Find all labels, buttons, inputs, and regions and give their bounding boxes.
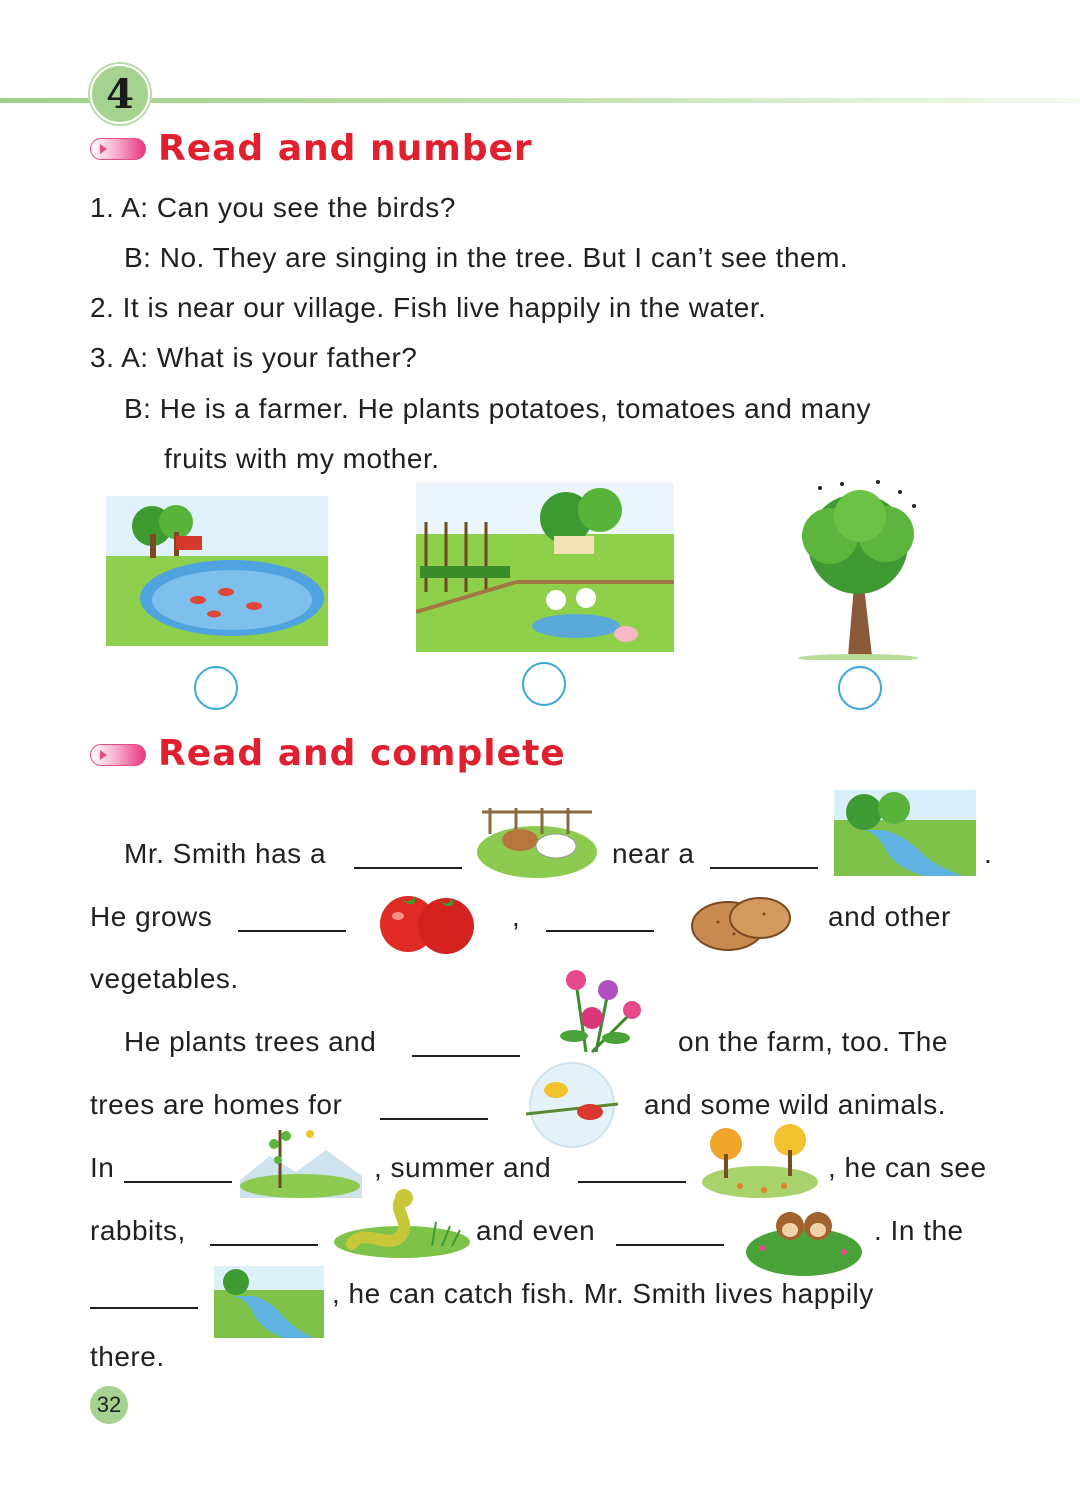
answer-blank[interactable] [210, 1243, 318, 1246]
answer-blank[interactable] [616, 1243, 724, 1246]
header-rule [0, 98, 1080, 103]
s2-text: . [984, 838, 993, 869]
s2-text: there. [90, 1341, 165, 1372]
play-pill-icon [90, 138, 146, 160]
farm-animals-icon [476, 804, 598, 880]
monkeys-icon [744, 1200, 864, 1278]
tomatoes-icon [370, 888, 482, 956]
s2-text: . In the [874, 1215, 964, 1246]
s1-line-1: 1. A: Can you see the birds? [90, 192, 456, 223]
s1-line-6: fruits with my mother. [164, 443, 440, 474]
s2-text: Mr. Smith has a [124, 838, 327, 869]
s2-text: In [90, 1152, 115, 1183]
answer-blank[interactable] [354, 866, 462, 869]
s1-line-2: B: No. They are singing in the tree. But I can’t see them. [124, 242, 849, 273]
answer-blank[interactable] [90, 1306, 198, 1309]
bird-tree-picture [790, 476, 930, 660]
snake-icon [332, 1186, 470, 1260]
unit-badge [90, 64, 150, 124]
answer-circle-2[interactable] [522, 662, 566, 706]
lake-fish-picture [106, 496, 328, 646]
s2-text: trees are homes for [90, 1089, 343, 1120]
s2-text: vegetables. [90, 963, 239, 994]
section1-heading: Read and number [158, 128, 533, 169]
s2-text: He plants trees and [124, 1026, 377, 1057]
s2-text: and some wild animals. [644, 1089, 947, 1120]
unit-number: 4 [106, 70, 134, 118]
s2-text: He grows [90, 901, 213, 932]
answer-blank[interactable] [124, 1180, 232, 1183]
answer-blank[interactable] [710, 866, 818, 869]
answer-blank[interactable] [238, 929, 346, 932]
section2-heading: Read and complete [158, 733, 566, 774]
page-number-text: 32 [96, 1392, 122, 1417]
s2-text: , summer and [374, 1152, 552, 1183]
s2-text: , he can catch fish. Mr. Smith lives happily [332, 1278, 874, 1309]
answer-circle-3[interactable] [838, 666, 882, 710]
answer-blank[interactable] [546, 929, 654, 932]
farm-picture [416, 482, 674, 652]
s2-text: near a [612, 838, 695, 869]
flowers-icon [546, 962, 650, 1054]
s1-line-5: B: He is a farmer. He plants potatoes, tomatoes and many [124, 393, 872, 424]
s2-text: on the farm, too. The [678, 1026, 948, 1057]
answer-blank[interactable] [380, 1117, 488, 1120]
s2-text: and even [476, 1215, 596, 1246]
potatoes-icon [688, 892, 796, 952]
answer-blank[interactable] [578, 1180, 686, 1183]
autumn-icon [700, 1120, 820, 1200]
answer-circle-1[interactable] [194, 666, 238, 710]
birds-icon [514, 1060, 630, 1150]
stream-icon [214, 1266, 324, 1338]
s1-line-3: 2. It is near our village. Fish live happily in the water. [90, 292, 767, 323]
answer-blank[interactable] [412, 1054, 520, 1057]
s2-text: rabbits, [90, 1215, 186, 1246]
page-number [90, 1386, 128, 1424]
s2-text: and other [828, 901, 951, 932]
s1-line-4: 3. A: What is your father? [90, 342, 418, 373]
s2-text: , [512, 901, 521, 932]
s2-text: , he can see [828, 1152, 987, 1183]
river-icon [834, 790, 976, 876]
play-pill-icon-2 [90, 744, 146, 766]
